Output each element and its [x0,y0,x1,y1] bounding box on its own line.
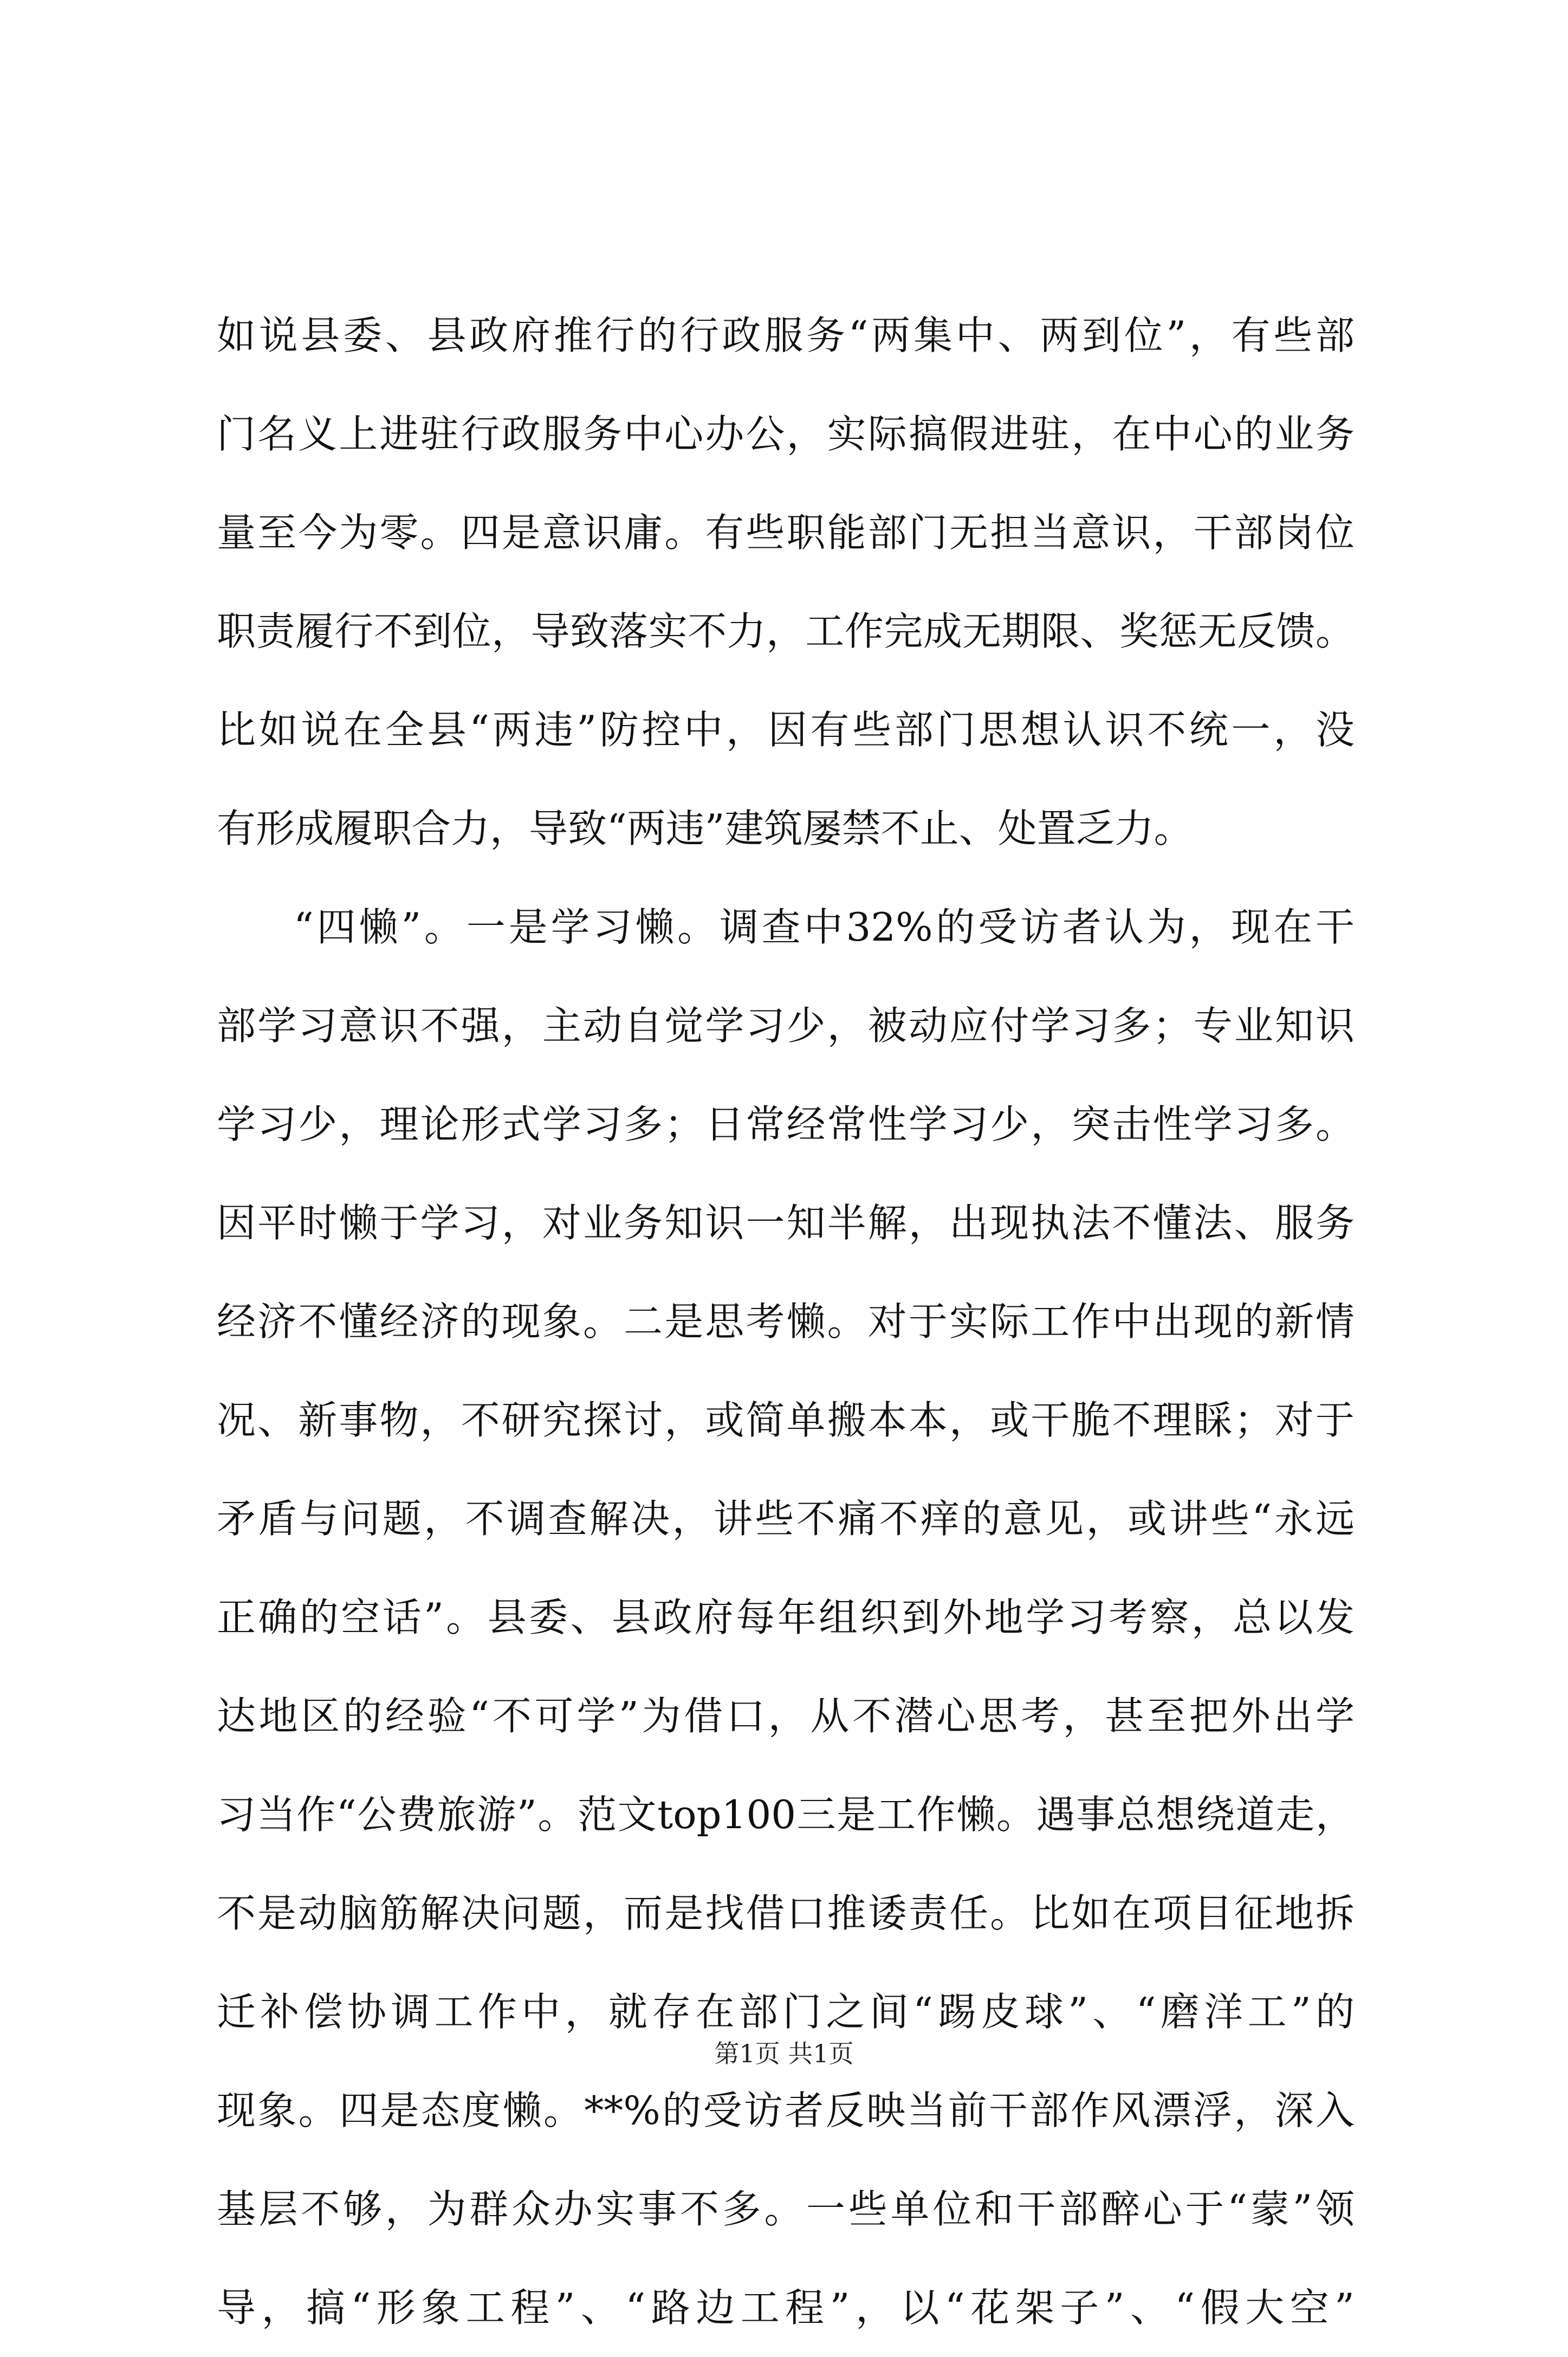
page-number-label: 第1页 共1页 [714,2039,854,2068]
text-line: 职责履行不到位，导致落实不力，工作完成无期限、奖惩无反馈。 [217,608,1355,654]
text-line: 导，搞“形象工程”、“路边工程”，以“花架子”、“假大空” [217,2285,1355,2330]
text-line: 部学习意识不强，主动自觉学习少，被动应付学习多；专业知识 [217,1003,1355,1048]
text-line: 矛盾与问题，不调查解决，讲些不痛不痒的意见，或讲些“永远 [217,1496,1355,1542]
text-line: 迁补偿协调工作中，就存在部门之间“踢皮球”、“磨洋工”的 [217,1989,1355,2035]
text-line: 况、新事物，不研究探讨，或简单搬本本，或干脆不理睬；对于 [217,1397,1355,1443]
text-line: 经济不懂经济的现象。二是思考懒。对于实际工作中出现的新情 [217,1299,1355,1344]
text-line: 不是动脑筋解决问题，而是找借口推诿责任。比如在项目征地拆 [217,1890,1355,1936]
paragraph-2 [217,878,1355,2357]
text-line: 学习少，理论形式学习多；日常经常性学习少，突击性学习多。 [217,1102,1355,1147]
text-line: 现象。四是态度懒。**%的受访者反映当前干部作风漂浮，深入 [217,2088,1355,2133]
text-line: 正确的空话”。县委、县政府每年组织到外地学习考察，总以发 [217,1595,1355,1640]
text-line: 达地区的经验“不可学”为借口，从不潜心思考，甚至把外出学 [217,1693,1355,1739]
page-footer [0,2037,1568,2070]
text-line: 因平时懒于学习，对业务知识一知半解，出现执法不懂法、服务 [217,1200,1355,1246]
text-line: 基层不够，为群众办实事不多。一些单位和干部醉心于“蒙”领 [217,2186,1355,2232]
text-line: “四懒”。一是学习懒。调查中32%的受访者认为，现在干 [294,904,1355,950]
text-line: 比如说在全县“两违”防控中，因有些部门思想认识不统一，没 [217,707,1355,753]
text-line: 量至今为零。四是意识庸。有些职能部门无担当意识，干部岗位 [217,510,1355,555]
text-line: 有形成履职合力，导致“两违”建筑屡禁不止、处置乏力。 [217,806,1193,851]
paragraph-1 [217,286,1355,878]
text-line: 习当作“公费旅游”。范文top100三是工作懒。遇事总想绕道走， [217,1792,1355,1837]
text-line: 门名义上进驻行政服务中心办公，实际搞假进驻，在中心的业务 [217,411,1355,457]
text-line: 如说县委、县政府推行的行政服务“两集中、两到位”，有些部 [217,313,1355,358]
